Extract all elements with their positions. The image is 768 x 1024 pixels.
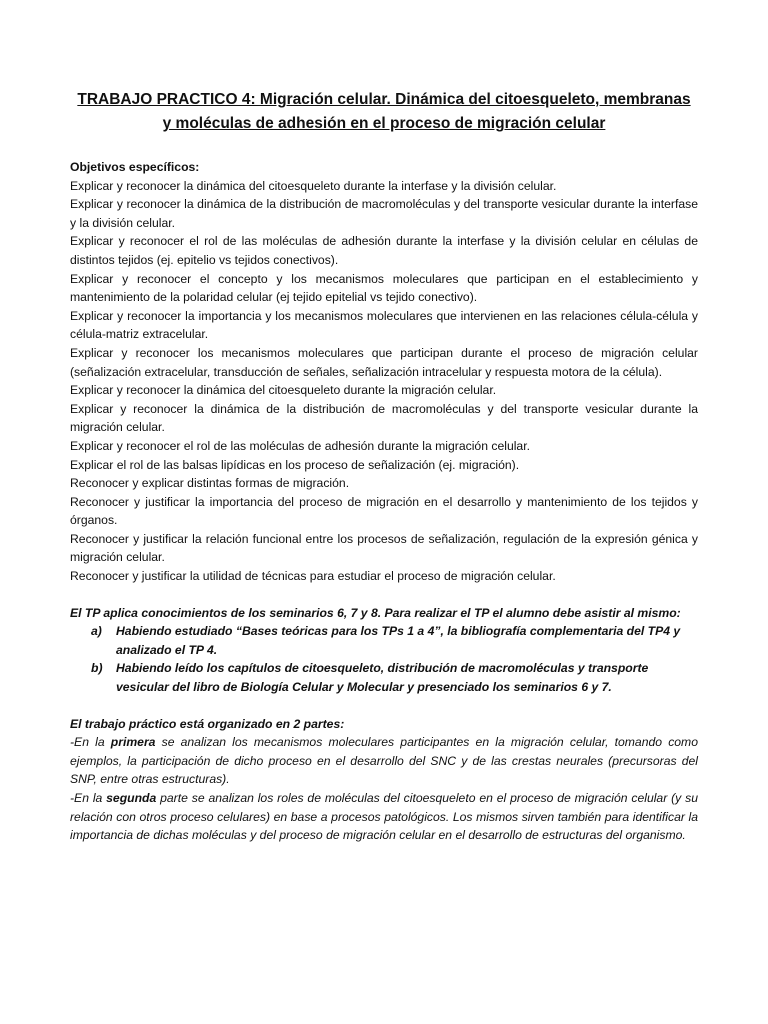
organization-section (70, 715, 698, 845)
part-keyword: primera (110, 735, 156, 750)
objective-item: Explicar y reconocer la dinámica de la distribución de macromoléculas y del transporte vesicular durante la migración celular. (70, 401, 698, 435)
organization-heading: El trabajo práctico está organizado en 2 partes: (70, 716, 345, 731)
objectives-heading: Objetivos específicos: (70, 160, 200, 174)
part-text: se analizan los mecanismos moleculares participantes en la migración celular, tomando como ejemplos, la participación de dicho proceso en el desarrollo del SNC y de las crestas neurales (precursoras del SNP, entre otras estructuras). (70, 735, 698, 787)
objective-item: Explicar y reconocer el concepto y los mecanismos moleculares que participan en el establecimiento y mantenimiento de la polaridad celular (ej tejido epitelial vs tejido conectivo). (70, 271, 698, 305)
objective-item: Explicar y reconocer la importancia y los mecanismos moleculares que intervienen en las relaciones célula-célula y célula-matriz extracelular. (70, 308, 698, 342)
part-keyword: segunda (106, 791, 157, 805)
title-line-2: y moléculas de adhesión en el proceso de migración celular (162, 115, 606, 132)
organization-part-2 (70, 789, 698, 845)
objectives-section (70, 158, 698, 586)
title-line-1: TRABAJO PRACTICO 4: Migración celular. Dinámica del citoesqueleto, membranas (77, 91, 691, 108)
tp-requirements-intro: El TP aplica conocimientos de los seminarios 6, 7 y 8. Para realizar el TP el alumno debe asistir al mismo: (70, 605, 681, 620)
part-text: parte se analizan los roles de moléculas del citoesqueleto en el proceso de migración celular (y su relación con otros proceso celulares) en base a procesos patológicos. Los mismos sirven también para identificar la importancia de dichas moléculas y del proceso de migración celular en el desarrollo de estructuras del organismo. (70, 791, 698, 843)
tp-requirements-section (70, 604, 698, 697)
part-prefix: -En la (70, 735, 111, 750)
objectives-list (70, 177, 698, 586)
tp-requirements-list (70, 622, 698, 696)
document-body (70, 158, 698, 845)
part-prefix: -En la (70, 791, 107, 805)
objective-item: Reconocer y justificar la relación funcional entre los procesos de señalización, regulación de la expresión génica y migración celular. (70, 531, 698, 565)
objective-item: Explicar y reconocer el rol de las moléculas de adhesión durante la interfase y la división celular en células de distintos tejidos (ej. epitelio vs tejidos conectivos). (70, 234, 698, 267)
objective-item: Explicar el rol de las balsas lipídicas en los proceso de señalización (ej. migración). (70, 457, 520, 472)
requirement-item (70, 659, 698, 696)
objective-item: Explicar y reconocer la dinámica del citoesqueleto durante la interfase y la división celular. (70, 178, 557, 193)
requirement-text: Habiendo estudiado “Bases teóricas para los TPs 1 a 4”, la bibliografía complementaria del TP4 y analizado el TP 4. (116, 624, 681, 657)
objective-item: Reconocer y justificar la importancia del proceso de migración en el desarrollo y mantenimiento de los tejidos y órganos. (70, 494, 698, 528)
objective-item: Explicar y reconocer los mecanismos moleculares que participan durante el proceso de migración celular (señalización extracelular, transducción de señales, señalización intracelular y respuesta motora de la célula). (70, 345, 698, 379)
objective-item: Explicar y reconocer el rol de las moléculas de adhesión durante la migración celular. (70, 438, 530, 453)
organization-part-1 (70, 733, 698, 789)
objective-item: Explicar y reconocer la dinámica del citoesqueleto durante la migración celular. (70, 383, 497, 398)
objective-item: Reconocer y explicar distintas formas de migración. (70, 476, 350, 491)
requirement-marker: a) (91, 624, 102, 639)
objective-item: Explicar y reconocer la dinámica de la distribución de macromoléculas y del transporte vesicular durante la interfase y la división celular. (70, 197, 698, 230)
requirement-item (70, 622, 698, 659)
objective-item: Reconocer y justificar la utilidad de técnicas para estudiar el proceso de migración celular. (70, 569, 556, 584)
requirement-text: Habiendo leído los capítulos de citoesqueleto, distribución de macromoléculas y transporte vesicular del libro de Biología Celular y Molecular y presenciado los seminarios 6 y 7. (116, 661, 649, 695)
requirement-marker: b) (91, 661, 103, 676)
page-title (70, 88, 698, 136)
